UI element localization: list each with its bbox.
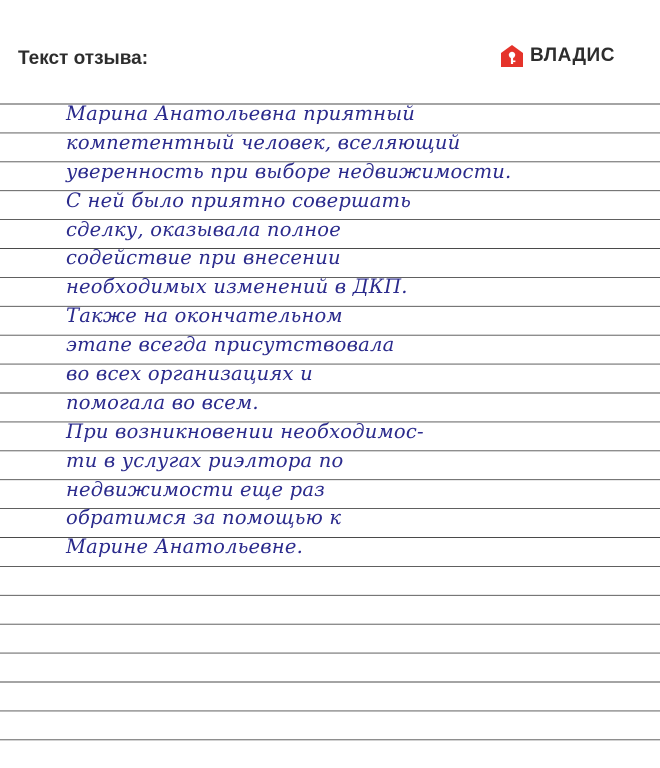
house-key-icon [500, 44, 524, 68]
review-line: обратимся за помощью к [66, 506, 342, 530]
brand-logo [500, 44, 615, 68]
review-line: необходимых изменений в ДКП. [66, 275, 408, 299]
review-line: сделку, оказывала полное [66, 217, 341, 241]
handwritten-review [66, 100, 646, 562]
review-line: Марине Анатольевне. [66, 535, 303, 559]
brand-name: ВЛАДИС [530, 45, 615, 66]
review-line: недвижимости еще раз [66, 477, 325, 501]
review-line: помогала во всем. [66, 390, 259, 414]
review-line: этапе всегда присутствовала [66, 333, 395, 357]
review-line: При возникновении необходимос- [66, 419, 424, 443]
review-line: Марина Анатольевна приятный [66, 102, 416, 125]
review-line: компетентный человек, вселяющий [66, 130, 461, 154]
review-line: Также на окончательном [66, 304, 343, 328]
review-line: во всех организациях и [66, 362, 313, 386]
review-line: содействие при внесении [66, 246, 341, 270]
review-line: С ней было приятно совершать [66, 188, 412, 212]
review-line: ти в услугах риэлтора по [66, 448, 344, 472]
review-line: уверенность при выборе недвижимости. [66, 159, 512, 183]
review-text-label: Текст отзыва: [18, 48, 149, 69]
